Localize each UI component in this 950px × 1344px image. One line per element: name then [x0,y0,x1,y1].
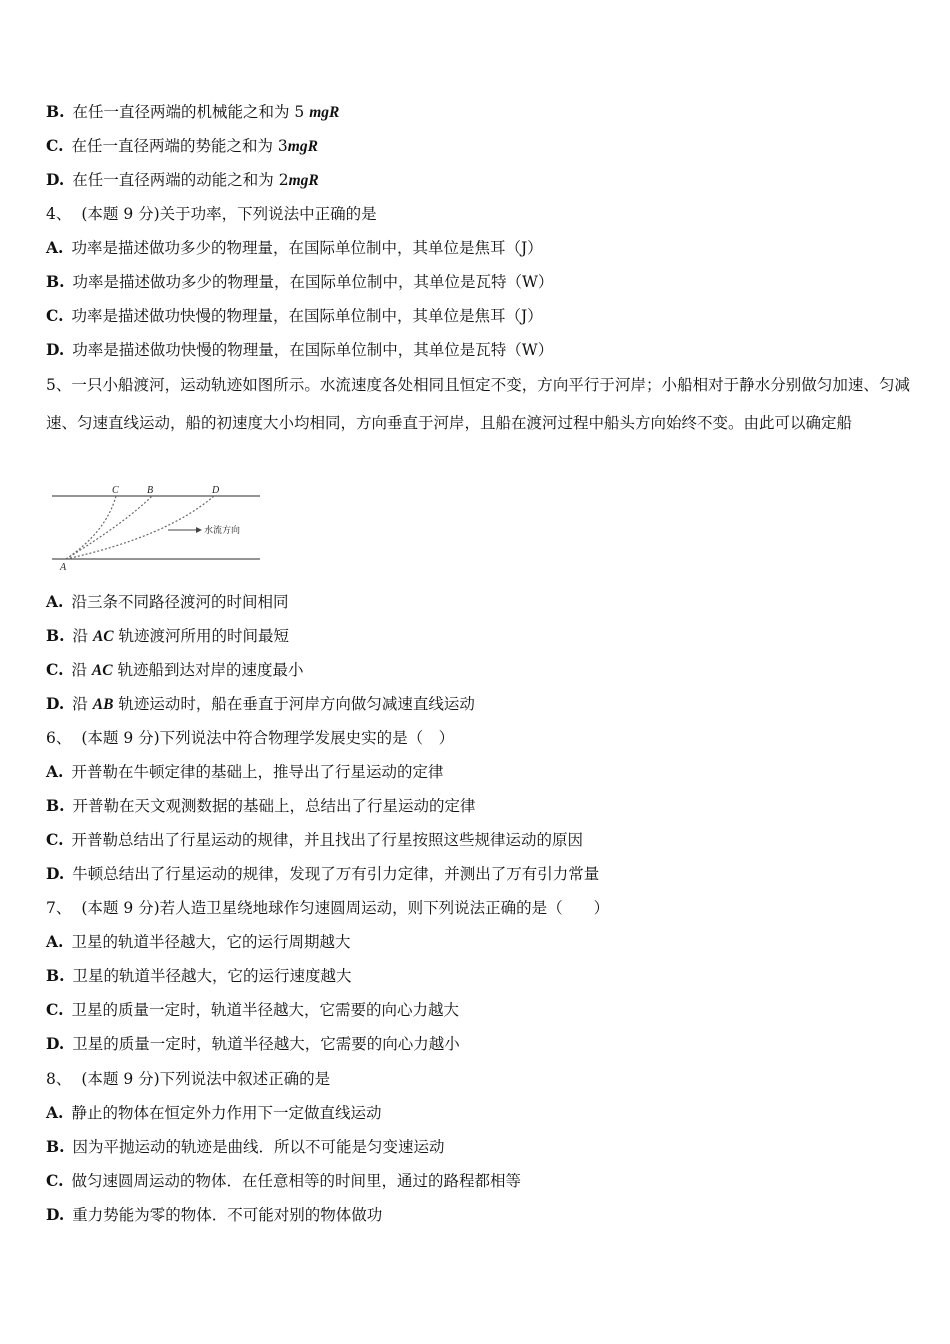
q8-stem: 8、 (本题 9 分)下列说法中叙述正确的是 [46,1070,331,1088]
flow-arrowhead-icon [196,527,202,533]
q5-option-a: A. 沿三条不同路径渡河的时间相同 [46,592,289,611]
q5-option-d: D. 沿 AB 轨迹运动时，船在垂直于河岸方向做匀减速直线运动 [46,694,475,713]
q6-option-b: B. 开普勒在天文观测数据的基础上，总结出了行星运动的定律 [46,796,476,815]
q3-option-d: D. 在任一直径两端的动能之和为 2mgR [46,170,319,189]
q7-option-c: C. 卫星的质量一定时，轨道半径越大，它需要的向心力越大 [46,1000,459,1019]
q8-option-b: B. 因为平抛运动的轨迹是曲线．所以不可能是匀变速运动 [46,1137,445,1156]
path-ad [66,496,214,559]
q6-option-a: A. 开普勒在牛顿定律的基础上，推导出了行星运动的定律 [46,762,444,781]
q5-option-c: C. 沿 AC 轨迹船到达对岸的速度最小 [46,660,304,679]
q8-option-d: D. 重力势能为零的物体．不可能对别的物体做功 [46,1205,383,1224]
label-c: C [112,485,119,496]
label-a: A [60,562,67,573]
q4-option-d: D. 功率是描述做功快慢的物理量，在国际单位制中，其单位是瓦特（W） [46,340,554,359]
q5-stem: 5、一只小船渡河，运动轨迹如图所示。水流速度各处相同且恒定不变，方向平行于河岸；小船相对于静水分别做匀加速、匀减速、匀速直线运动，船的初速度大小均相同，方向垂直于河岸，且船在渡河过程中船头方向始终不变。由此可以确定船 [46,376,910,432]
flow-direction-label: 水流方向 [204,526,241,536]
q5-option-b: B. 沿 AC 轨迹渡河所用的时间最短 [46,626,290,645]
path-ac [66,496,116,559]
river-crossing-figure [46,482,266,574]
q7-option-b: B. 卫星的轨道半径越大，它的运行速度越大 [46,966,352,985]
label-b: B [147,485,154,496]
q6-option-d: D. 牛顿总结出了行星运动的规律，发现了万有引力定律，并测出了万有引力常量 [46,864,600,883]
q3-option-c: C. 在任一直径两端的势能之和为 3mgR [46,136,318,155]
path-ab [66,496,152,559]
q4-option-c: C. 功率是描述做功快慢的物理量，在国际单位制中，其单位是焦耳（J） [46,306,543,325]
q7-option-d: D. 卫星的质量一定时，轨道半径越大，它需要的向心力越小 [46,1034,460,1053]
q3-option-b: B. 在任一直径两端的机械能之和为 5 mgR [46,102,340,121]
q8-option-c: C. 做匀速圆周运动的物体．在任意相等的时间里，通过的路程都相等 [46,1171,521,1190]
q8-option-a: A. 静止的物体在恒定外力作用下一定做直线运动 [46,1103,382,1122]
label-d: D [212,485,220,496]
q4-option-a: A. 功率是描述做功多少的物理量，在国际单位制中，其单位是焦耳（J） [46,238,543,257]
q6-stem: 6、 (本题 9 分)下列说法中符合物理学发展史实的是（ ） [46,729,455,747]
q6-option-c: C. 开普勒总结出了行星运动的规律，并且找出了行星按照这些规律运动的原因 [46,830,583,849]
q7-stem: 7、 (本题 9 分)若人造卫星绕地球作匀速圆周运动，则下列说法正确的是（ ） [46,899,610,917]
q7-option-a: A. 卫星的轨道半径越大，它的运行周期越大 [46,932,351,951]
q4-option-b: B. 功率是描述做功多少的物理量，在国际单位制中，其单位是瓦特（W） [46,272,554,291]
q4-stem: 4、 (本题 9 分)关于功率，下列说法中正确的是 [46,205,377,223]
